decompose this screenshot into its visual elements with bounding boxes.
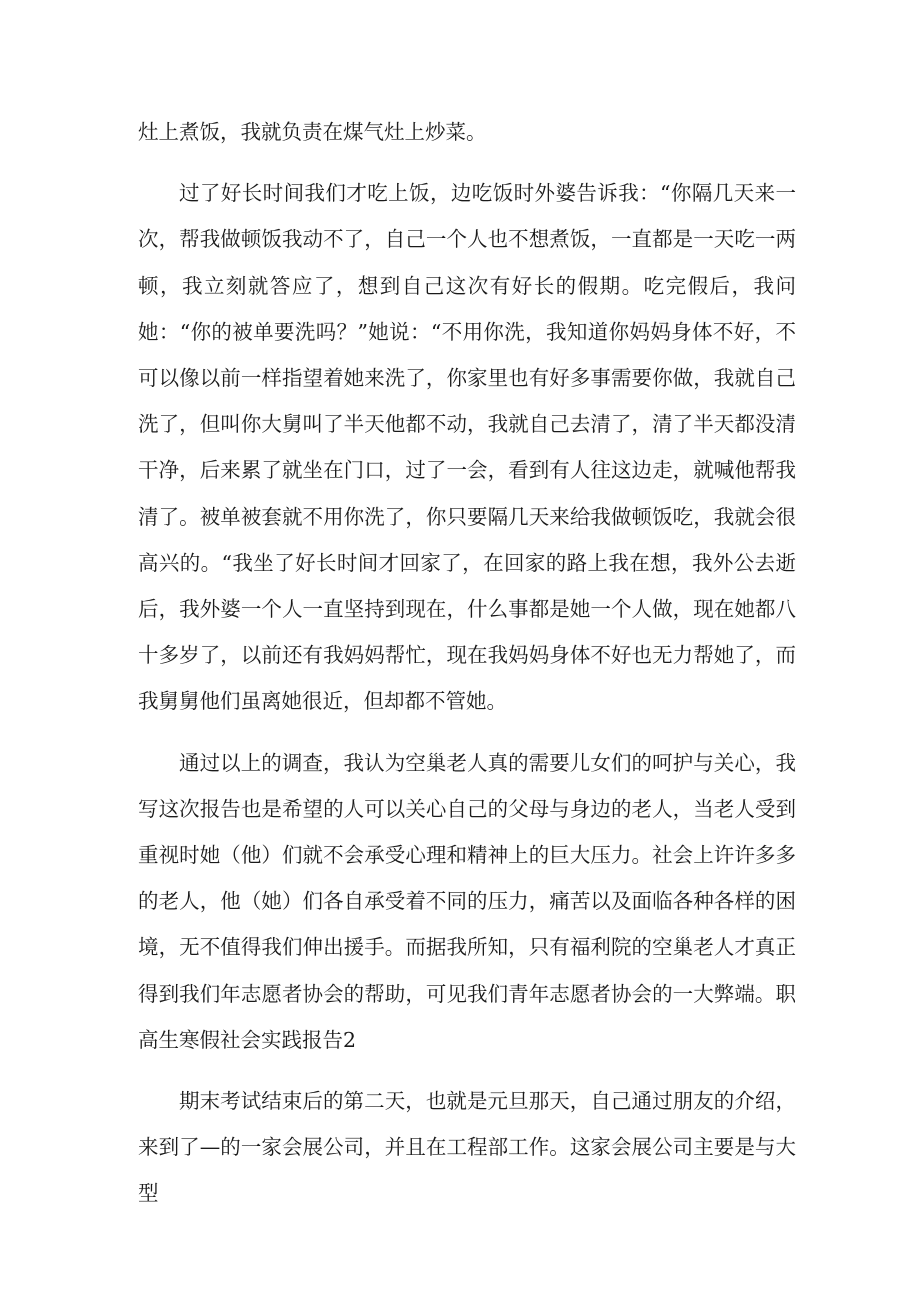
paragraph-report-2-intro: 期末考试结束后的第二天，也就是元旦那天，自己通过朋友的介绍，来到了—的一家会展公司，并且在工程部工作。这家会展公司主要是与大型	[138, 1089, 796, 1206]
paragraph-survey-conclusion: 通过以上的调查，我认为空巢老人真的需要儿女们的呵护与关心，我写这次报告也是希望的人可以关心自己的父母与身边的老人，当老人受到重视时她（他）们就不会承受心理和精神上的巨大压力。社会上许许多多的老人，他（她）们各自承受着不同的压力，痛苦以及面临各种各样的困境，无不值得我们伸出援手。而据我所知，只有福利院的空巢老人才真正得到我们年志愿者协会的帮助，可见我们青年志愿者协会的一大弊端。职高生寒假社会实践报告2	[138, 750, 796, 1052]
paragraph-continuation: 灶上煮饭，我就负责在煤气灶上炒菜。	[138, 120, 487, 144]
paragraph-grandmother-conversation: 过了好长时间我们才吃上饭，边吃饭时外婆告诉我：“你隔几天来一次，帮我做顿饭我动不了，自己一个人也不想煮饭，一直都是一天吃一两顿，我立刻就答应了，想到自己这次有好长的假期。吃完假后，我问她：“你的被单要洗吗？”她说：“不用你洗，我知道你妈妈身体不好，不可以像以前一样指望着她来洗了，你家里也有好多事需要你做，我就自己洗了，但叫你大舅叫了半天他都不动，我就自己去清了，清了半天都没清干净，后来累了就坐在门口，过了一会，看到有人往这边走，就喊他帮我清了。被单被套就不用你洗了，你只要隔几天来给我做顿饭吃，我就会很高兴的。“我坐了好长时间才回家了，在回家的路上我在想，我外公去逝后，我外婆一个人一直坚持到现在，什么事都是她一个人做，现在她都八十多岁了，以前还有我妈妈帮忙，现在我妈妈身体不好也无力帮她了，而我舅舅他们虽离她很近，但却都不管她。	[138, 181, 796, 714]
document-body	[138, 109, 796, 1232]
